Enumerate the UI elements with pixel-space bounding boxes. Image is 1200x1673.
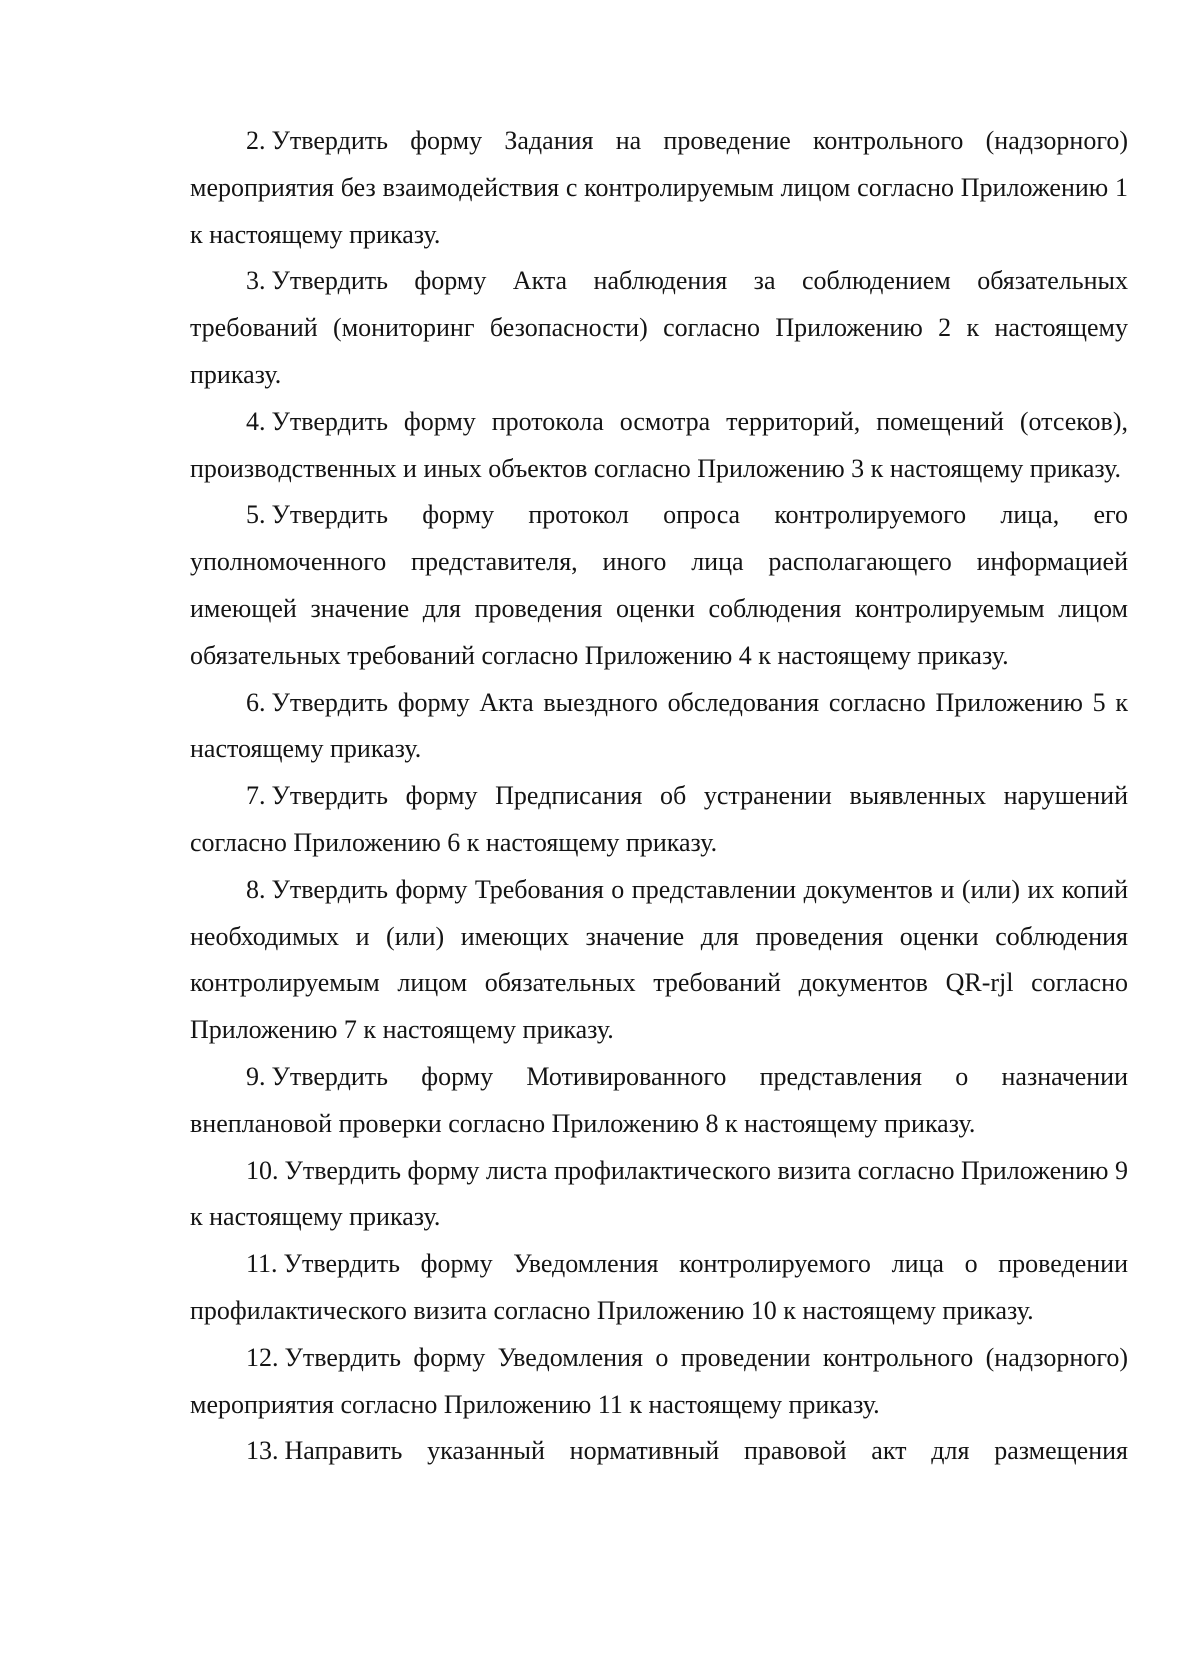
paragraph-7 (190, 773, 1128, 867)
paragraph-text: Утвердить форму Уведомления о проведении контрольного (надзорного) мероприятия согласно Приложению 11 к настоящему приказу. (190, 1342, 1128, 1419)
paragraph-6 (190, 680, 1128, 774)
paragraph-4 (190, 399, 1128, 493)
paragraph-text: Утвердить форму Акта выездного обследования согласно Приложению 5 к настоящему приказу. (190, 687, 1128, 764)
paragraph-number: 11. (246, 1249, 278, 1279)
paragraph-number: 13. (246, 1436, 279, 1466)
paragraph-text: Утвердить форму протокола осмотра территорий, помещений (отсеков), производственных и иных объектов согласно Приложению 3 к настоящему приказу. (190, 406, 1128, 483)
paragraph-text: Утвердить форму Задания на проведение контрольного (надзорного) мероприятия без взаимодействия с контролируемым лицом согласно Приложению 1 к настоящему приказу. (190, 126, 1128, 249)
paragraph-number: 4. (246, 406, 266, 436)
paragraph-11 (190, 1241, 1128, 1335)
paragraph-text: Утвердить форму Акта наблюдения за соблюдением обязательных требований (мониторинг безопасности) согласно Приложению 2 к настоящему приказу. (190, 266, 1128, 389)
paragraph-number: 12. (246, 1342, 279, 1372)
paragraph-number: 2. (246, 126, 266, 155)
paragraph-number: 10. (246, 1155, 279, 1185)
paragraph-8 (190, 867, 1128, 1054)
paragraph-13 (190, 1428, 1128, 1475)
paragraph-text: Утвердить форму Требования о представлении документов и (или) их копий необходимых и (или) имеющих значение для проведения оценки соблюдения контролируемым лицом обязательных требований документов QR-rjl согласно Приложению 7 к настоящему приказу. (190, 874, 1128, 1045)
paragraph-text: Утвердить форму листа профилактического визита согласно Приложению 9 к настоящему приказу. (190, 1155, 1128, 1232)
paragraph-text: Направить указанный нормативный правовой акт для размещения (284, 1436, 1128, 1466)
paragraph-9 (190, 1054, 1128, 1148)
paragraph-text: Утвердить форму Уведомления контролируемого лица о проведении профилактического визита согласно Приложению 10 к настоящему приказу. (190, 1249, 1128, 1325)
paragraph-text: Утвердить форму Предписания об устранении выявленных нарушений согласно Приложению 6 к настоящему приказу. (190, 781, 1128, 857)
paragraph-number: 5. (246, 500, 266, 530)
paragraph-number: 3. (246, 266, 266, 296)
order-text (190, 118, 1128, 1475)
paragraph-text: Утвердить форму Мотивированного представления о назначении внеплановой проверки согласно Приложению 8 к настоящему приказу. (190, 1061, 1128, 1138)
paragraph-10 (190, 1148, 1128, 1242)
paragraph-text: Утвердить форму протокол опроса контролируемого лица, его уполномоченного представителя, иного лица располагающего информацией имеющей значение для проведения оценки соблюдения контролируемым лицом обязательных требований согласно Приложению 4 к настоящему приказу. (190, 500, 1128, 670)
paragraph-12 (190, 1335, 1128, 1429)
paragraph-number: 6. (246, 687, 266, 717)
paragraph-number: 9. (246, 1061, 266, 1091)
paragraph-5 (190, 492, 1128, 679)
paragraph-number: 7. (246, 781, 266, 811)
paragraph-2 (190, 118, 1128, 258)
paragraph-number: 8. (246, 874, 266, 904)
paragraph-3 (190, 258, 1128, 398)
